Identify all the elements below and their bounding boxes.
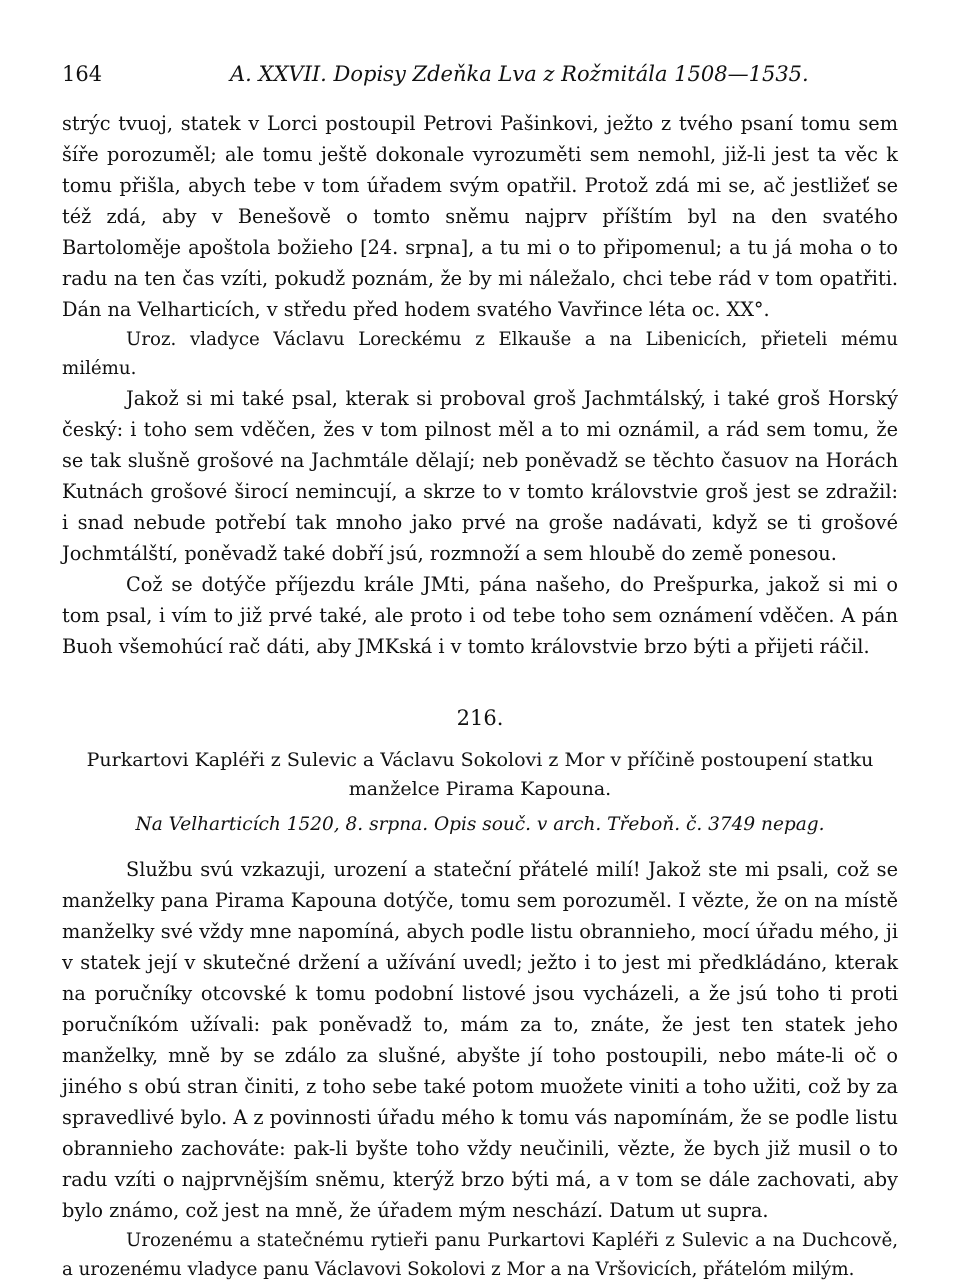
letter-215-continuation [62, 108, 898, 662]
letter-216-address: Urozenému a statečnému rytieři panu Purkartovi Kapléři z Sulevic a na Duchcově, a urozenému vladyce panu Václavovi Sokolovi z Mor a na Vršovicích, přátelóm milým. [62, 1230, 898, 1280]
letter-216 [62, 704, 898, 1284]
page-number: 164 [62, 62, 103, 86]
running-title: A. XXVII. Dopisy Zdeňka Lva z Rožmitála 1508—1535. [230, 62, 809, 86]
letter-216-body: Službu svú vzkazuji, urození a stateční přátelé milí! Jakož ste mi psali, což se manželky pana Pirama Kapouna dotýče, tomu sem porozuměl. I vězte, že on na místě manželky své vždy mne napomíná, abych podle listu obrannieho, mocí úřadu mého, ji v statek její v skutečné držení a užívání uvedl; ježto i to jest mi předkládáno, kterak na poručníky otcovské k tomu podobní listové jsou vycházeli, a že jsú toho ti proti poručníkóm užívali: pak poněvadž to, mám za to, znáte, že jest ten statek jeho manželky, mně by se zdálo za slušné, abyšte jí toho postoupili, nebo máte-li oč o jiného s obú stran činiti, z toho sebe také potom muožete viniti a toho užiti, což by za spravedlivé bylo. A z povinnosti úřadu mého k tomu vás napomínám, že se podle listu obrannieho zachováte: pak-li byšte toho vždy neučinili, vězte, že bych již musil o to radu vzíti o najprvnějším sněmu, kterýž brzo býti má, a v tom se dále zachovati, aby bylo známo, což jest na mně, že úřadem mým neschází. Datum ut supra. [62, 858, 898, 1222]
page-header [62, 58, 902, 94]
page-content [62, 108, 898, 1284]
letter-215-address: Uroz. vladyce Václavu Loreckému z Elkauše a na Libenicích, přieteli mému milému. [62, 329, 898, 379]
letter-number: 216. [456, 706, 504, 730]
letter-215-paragraph-1: strýc tvuoj, statek v Lorci postoupil Petrovi Pašinkovi, ježto z tvého psaní tomu sem šíře porozuměl; ale tomu ještě dokonale vyrozuměti sem nemohl, již-li jest ta věc k tomu přišla, abych tebe v tom úřadem svým opatřil. Protož zdá mi se, ač jestližeť se též zdá, aby v Benešově o tomto sněmu najprv příštím byl na den svatého Bartoloměje apoštola božieho [24. srpna], a tu mi o to připomenul; a tu já moha o to radu na ten čas vzíti, pokudž poznám, že by mi náležalo, chci tebe rád v tom opatřiti. Dán na Velharticích, v středu před hodem svatého Vavřince léta oc. XX°. [62, 112, 898, 321]
letter-215-paragraph-3: Což se dotýče příjezdu krále JMti, pána našeho, do Prešpurka, jakož si mi o tom psal, i vím to již prvé také, ale proto i od tebe toho sem oznámení vděčen. A pán Buoh všemohúcí rač dáti, aby JMKská i v tomto královstvie brzo býti a přijeti ráčil. [62, 573, 898, 658]
letter-regest: Purkartovi Kapléři z Sulevic a Václavu Sokolovi z Mor v příčině postoupení statku manželce Pirama Kapouna. [86, 749, 874, 800]
letter-source-note: Na Velharticích 1520, 8. srpna. Opis souč. v arch. Třeboň. č. 3749 nepag. [135, 814, 825, 835]
letter-215-paragraph-2: Jakož si mi také psal, kterak si proboval groš Jachmtálský, i také groš Horský český: i toho sem vděčen, žes v tom pilnost měl a to mi oznámil, a rád sem tomu, že se tak slušně grošové na Jachmtále dělají; neb poněvadž se těchto časuov na Horách Kutnách grošové širocí nemincují, a skrze to v tomto královstvie groš jest se zdražil: i snad nebude potřebí tak mnoho jako prvé na groše nadávati, když se ti grošové Jochmtálští, poněvadž také dobří jsú, rozmnoží a sem hloubě do země ponesou. [62, 387, 898, 565]
